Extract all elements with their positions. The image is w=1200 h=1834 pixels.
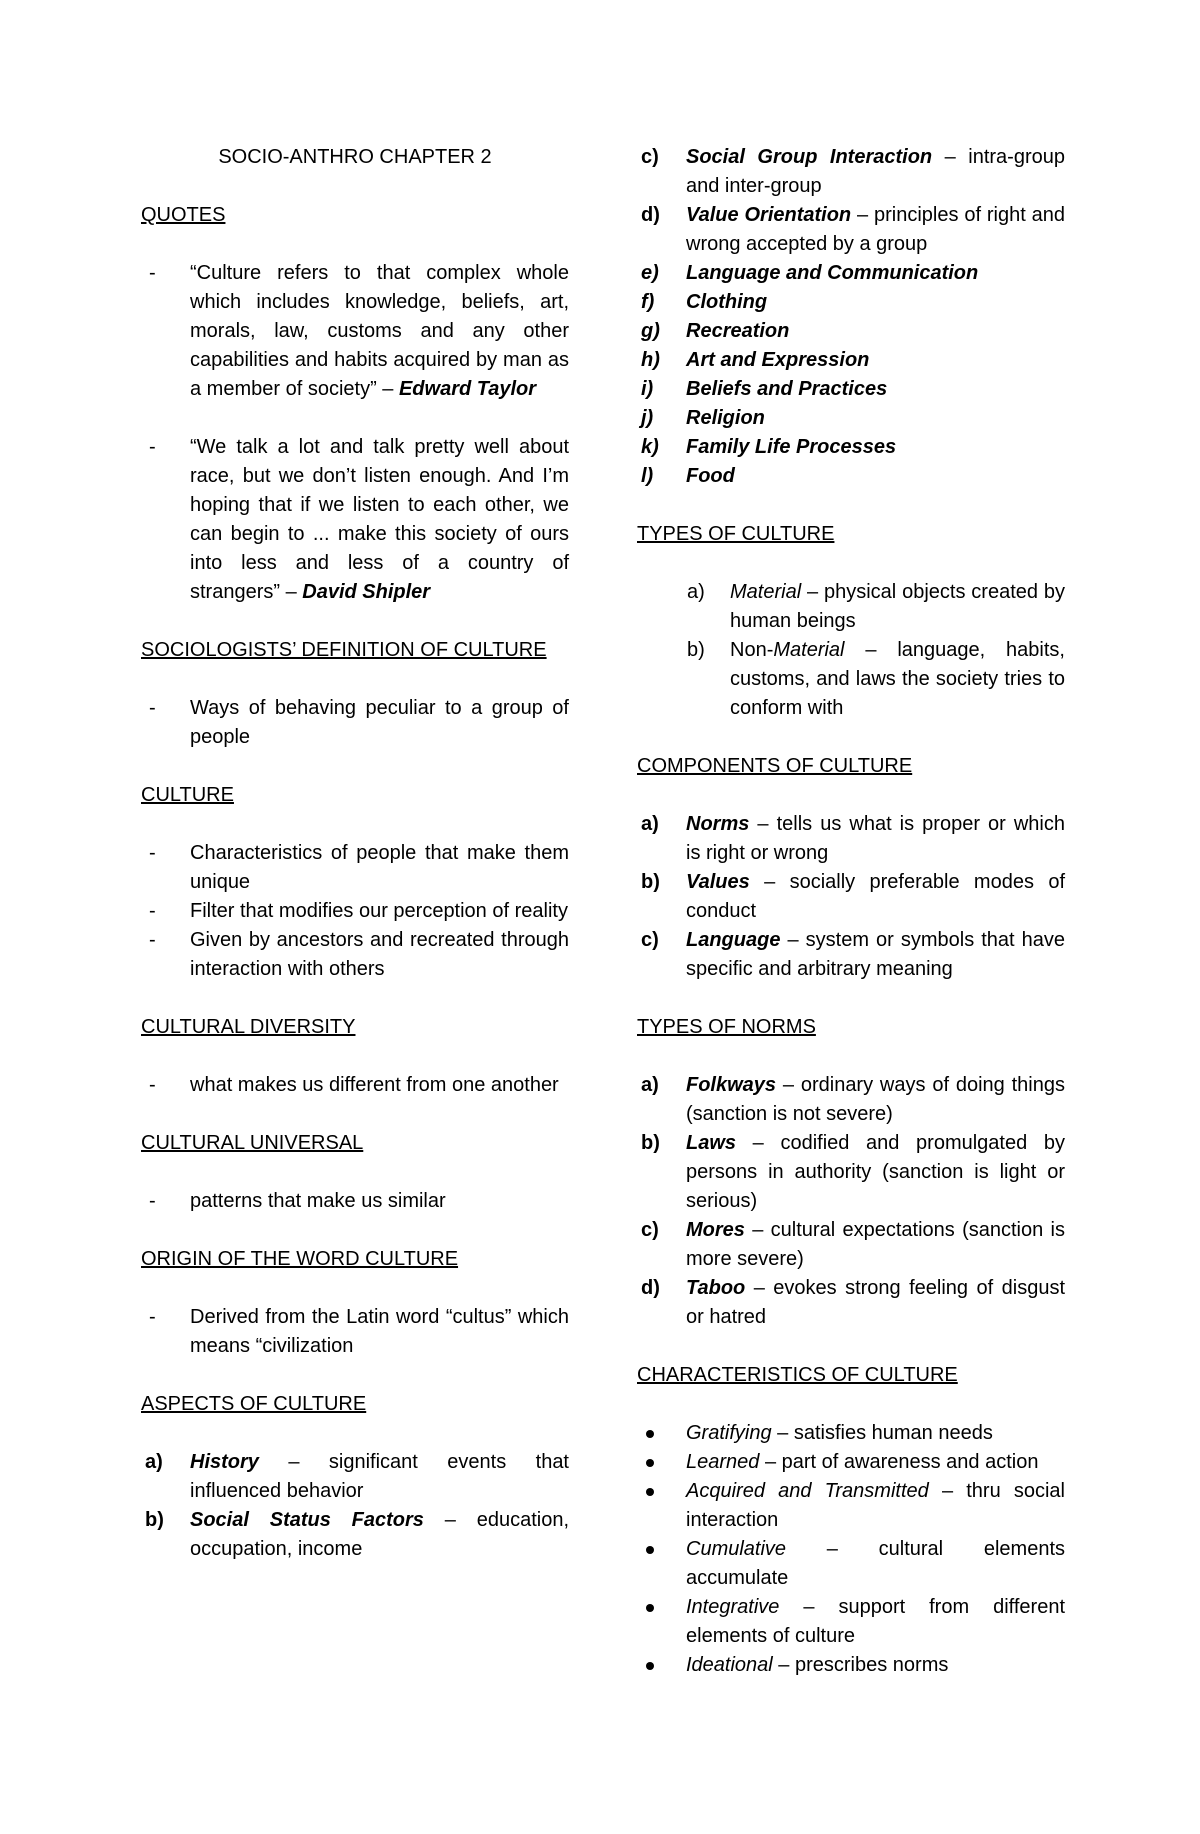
bullet-icon (646, 1604, 654, 1612)
norms-list (637, 1071, 1065, 1332)
heading-quotes: QUOTES (141, 204, 226, 226)
list-item: - Given by ancestors and recreated through interaction with others (149, 929, 569, 980)
list-item: - what makes us different from one another (149, 1074, 559, 1096)
universal-list (141, 1187, 569, 1216)
list-item: Acquired and Transmitted – thru social interaction (637, 1477, 1065, 1535)
list-item: k) Family Life Processes (641, 436, 897, 458)
heading-origin: ORIGIN OF THE WORD CULTURE (141, 1248, 459, 1270)
quote-text: “Culture refers to that complex whole which includes knowledge, beliefs, art, morals, law, customs and any other capabilities and habits acquired by man as a member of society” – (190, 262, 569, 400)
bullet-icon (646, 1459, 654, 1467)
aspects-list (141, 1448, 569, 1564)
list-item: a) Material – physical objects created by human beings (687, 581, 1065, 632)
list-item: l) Food (641, 465, 735, 487)
bullet-icon (646, 1546, 654, 1554)
document-title: SOCIO-ANTHRO CHAPTER 2 (218, 146, 492, 168)
list-item: b) Laws – codified and promulgated by persons in authority (sanction is light or serious) (641, 1132, 1065, 1212)
list-item: Ideational – prescribes norms (637, 1651, 1065, 1680)
bullet-icon (646, 1662, 654, 1670)
list-item: - Filter that modifies our perception of reality (149, 900, 568, 922)
quote-text: “We talk a lot and talk pretty well about race, but we don’t listen enough. And I’m hoping that if we listen to each other, we can begin to ... make this society of ours into less and less of a country of strangers” – (190, 436, 569, 603)
heading-components: COMPONENTS OF CULTURE (637, 755, 913, 777)
list-item: e) Language and Communication (641, 262, 979, 284)
list-item: f) Clothing (641, 291, 768, 313)
list-item: a) History – significant events that influenced behavior (145, 1451, 569, 1502)
list-item: d) Taboo – evokes strong feeling of disgust or hatred (641, 1277, 1065, 1328)
bullet-icon (646, 1430, 654, 1438)
list-item: b) Social Status Factors – education, occupation, income (145, 1509, 569, 1560)
right-column (637, 143, 1065, 1709)
list-item: c) Language – system or symbols that have specific and arbitrary meaning (641, 929, 1065, 980)
list-item: - “We talk a lot and talk pretty well about race, but we don’t listen enough. And I’m hoping that if we listen to each other, we can begin to ... make this society of ours into less and less of a country of strangers” – David Shipler (149, 436, 569, 603)
list-item: a) Folkways – ordinary ways of doing things (sanction is not severe) (641, 1074, 1065, 1125)
list-item: Learned – part of awareness and action (637, 1448, 1065, 1477)
list-item: Gratifying – satisfies human needs (637, 1419, 1065, 1448)
list-item: g) Recreation (641, 320, 790, 342)
list-item: c) Mores – cultural expectations (sanction is more severe) (641, 1219, 1065, 1270)
heading-types-of-norms: TYPES OF NORMS (637, 1016, 816, 1038)
origin-list (141, 1303, 569, 1361)
heading-characteristics: CHARACTERISTICS OF CULTURE (637, 1364, 958, 1386)
list-item: j) Religion (641, 407, 765, 429)
quote-author: Edward Taylor (398, 378, 537, 400)
list-item: Cumulative – cultural elements accumulate (637, 1535, 1065, 1593)
diversity-list (141, 1071, 569, 1100)
left-column (141, 143, 569, 1593)
list-item: d) Value Orientation – principles of right and wrong accepted by a group (641, 204, 1066, 255)
list-item: Integrative – support from different elements of culture (637, 1593, 1065, 1651)
list-item: - Derived from the Latin word “cultus” which means “civilization (149, 1306, 569, 1357)
heading-cultural-universal: CULTURAL UNIVERSAL (141, 1132, 364, 1154)
heading-types-of-culture: TYPES OF CULTURE (637, 523, 835, 545)
list-item: - Characteristics of people that make them unique (149, 842, 569, 893)
aspects-continued-list (637, 143, 1065, 259)
list-item: - “Culture refers to that complex whole which includes knowledge, beliefs, art, morals, law, customs and any other capabilities and habits acquired by man as a member of society” – Edward Taylor (149, 262, 569, 400)
list-item: c) Social Group Interaction – intra-group and inter-group (641, 146, 1065, 197)
list-item: i) Beliefs and Practices (641, 378, 888, 400)
quote-author: David Shipler (302, 581, 431, 603)
list-item: h) Art and Expression (641, 349, 870, 371)
sociologists-list (141, 694, 569, 752)
quotes-list (141, 259, 569, 607)
list-item: b) Non-Material – language, habits, customs, and laws the society tries to conform with (687, 639, 1065, 719)
list-item: - patterns that make us similar (149, 1190, 446, 1212)
heading-cultural-diversity: CULTURAL DIVERSITY (141, 1016, 356, 1038)
heading-sociologists-definition: SOCIOLOGISTS’ DEFINITION OF CULTURE (141, 639, 547, 661)
list-item: a) Norms – tells us what is proper or which is right or wrong (641, 813, 1065, 864)
list-item: - Ways of behaving peculiar to a group of people (149, 697, 569, 748)
characteristics-list (637, 1419, 1065, 1680)
list-item: b) Values – socially preferable modes of conduct (641, 871, 1065, 922)
heading-culture: CULTURE (141, 784, 234, 806)
components-list (637, 810, 1065, 984)
heading-aspects: ASPECTS OF CULTURE (141, 1393, 367, 1415)
types-of-culture-list (637, 578, 1065, 723)
aspects-italic-list (637, 259, 1065, 491)
culture-list (141, 839, 569, 984)
bullet-icon (646, 1488, 654, 1496)
